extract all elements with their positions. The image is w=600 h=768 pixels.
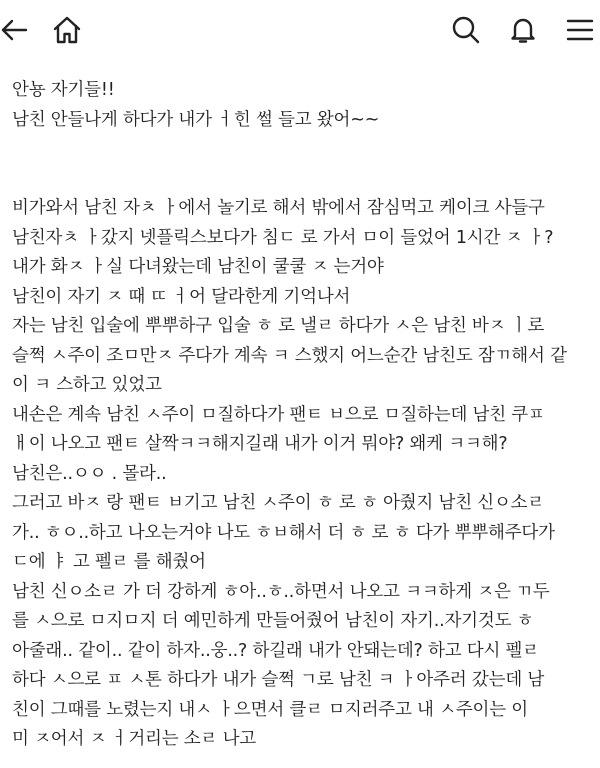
home-button[interactable] <box>47 10 87 50</box>
post-body-line: 자는 남친 입술에 뿌뿌하구 입술 ㅎ 로 낼ㄹ 하다가 ㅅ은 남친 바ㅈ ㅣ로 <box>12 316 545 336</box>
post-body-line: 남친은..ㅇㅇ . 몰라.. <box>12 463 167 484</box>
post-body-line: 미 ㅈ어서 ㅈ ㅓ거리는 소ㄹ 나고 <box>12 729 256 749</box>
hamburger-menu-icon <box>565 15 595 45</box>
post-body-line: 남친이 자기 ㅈ 때 ㄸ ㅓ어 달라한게 기억나서 <box>12 286 351 307</box>
post-intro: 남친 안들나게 하다가 내가 ㅓ힌 썰 들고 왔어~~ <box>12 109 380 130</box>
post-body-line: ㅐ이 나오고 팬ㅌ 살짝ㅋㅋ해지길래 내가 이거 뭐야? 왜케 ㅋㅋ해? <box>12 434 508 454</box>
post-body-line: 친이 그때를 노렸는지 내ㅅ ㅏ으면서 클ㄹ ㅁ지러주고 내 ㅅ주이는 이 <box>12 699 529 720</box>
post-body-line: ㄷ에 ㅑ 고 펠ㄹ 를 해줬어 <box>12 552 206 572</box>
back-button[interactable] <box>0 10 34 50</box>
post-body-line: 아줄래.. 같이.. 같이 하자..웅..? 하길래 내가 안돼는데? 하고 다시 펠ㄹ <box>12 640 539 661</box>
post-body <box>12 194 596 755</box>
post-body-line: 내가 화ㅈ ㅏ실 다녀왔는데 남친이 쿨쿨 ㅈ 는거야 <box>12 257 384 277</box>
bell-icon <box>508 15 538 45</box>
home-icon <box>52 15 82 45</box>
post-body-line: 가.. ㅎㅇ..하고 나오는거야 나도 ㅎㅂ해서 더 ㅎ 로 ㅎ 다가 뿌뿌해주다가 <box>12 522 555 543</box>
post-body-line: 비가와서 남친 자ㅊ ㅏ에서 놀기로 해서 밖에서 잠심먹고 케이크 사들구 <box>12 198 545 218</box>
paragraph-spacer <box>12 135 596 194</box>
menu-button[interactable] <box>560 10 600 50</box>
post-content <box>12 76 596 755</box>
post-greeting: 안뇽 자기들!! <box>12 80 115 100</box>
arrow-left-icon <box>0 15 29 45</box>
post-body-line: 남친자ㅊ ㅏ갔지 넷플릭스보다가 침ㄷ 로 가서 ㅁ이 들었어 1시간 ㅈ ㅏ? <box>12 227 554 248</box>
search-icon <box>451 15 481 45</box>
post-body-line: 내손은 계속 남친 ㅅ주이 ㅁ질하다가 팬ㅌ ㅂ으로 ㅁ질하는데 남친 쿠ㅍ <box>12 404 545 425</box>
notifications-button[interactable] <box>503 10 543 50</box>
post-body-line: 슬쩍 ㅅ주이 조ㅁ만ㅈ 주다가 계속 ㅋ 스했지 어느순간 남친도 잠ㄲ해서 같 <box>12 345 567 366</box>
post-body-line: 그러고 바ㅈ 랑 팬ㅌ ㅂ기고 남친 ㅅ주이 ㅎ 로 ㅎ 아줬지 남친 신ㅇ소ㄹ <box>12 493 545 513</box>
post-body-line: 이 ㅋ 스하고 있었고 <box>12 375 162 395</box>
post-body-line: 를 ㅅ으로 ㅁ지ㅁ지 더 예민하게 만들어줬어 남친이 자기..자기것도 ㅎ <box>12 611 534 631</box>
top-navigation-bar <box>0 0 600 60</box>
post-body-line: 남친 신ㅇ소ㄹ 가 더 강하게 ㅎ아..ㅎ..하면서 나오고 ㅋㅋ하게 ㅈ은 ㄲ두 <box>12 581 550 602</box>
search-button[interactable] <box>446 10 486 50</box>
post-body-line: 하다 ㅅ으로 ㅍ ㅅ톤 하다가 내가 슬쩍 ㄱ로 남친 ㅋ ㅏ아주러 갔는데 남 <box>12 670 545 690</box>
